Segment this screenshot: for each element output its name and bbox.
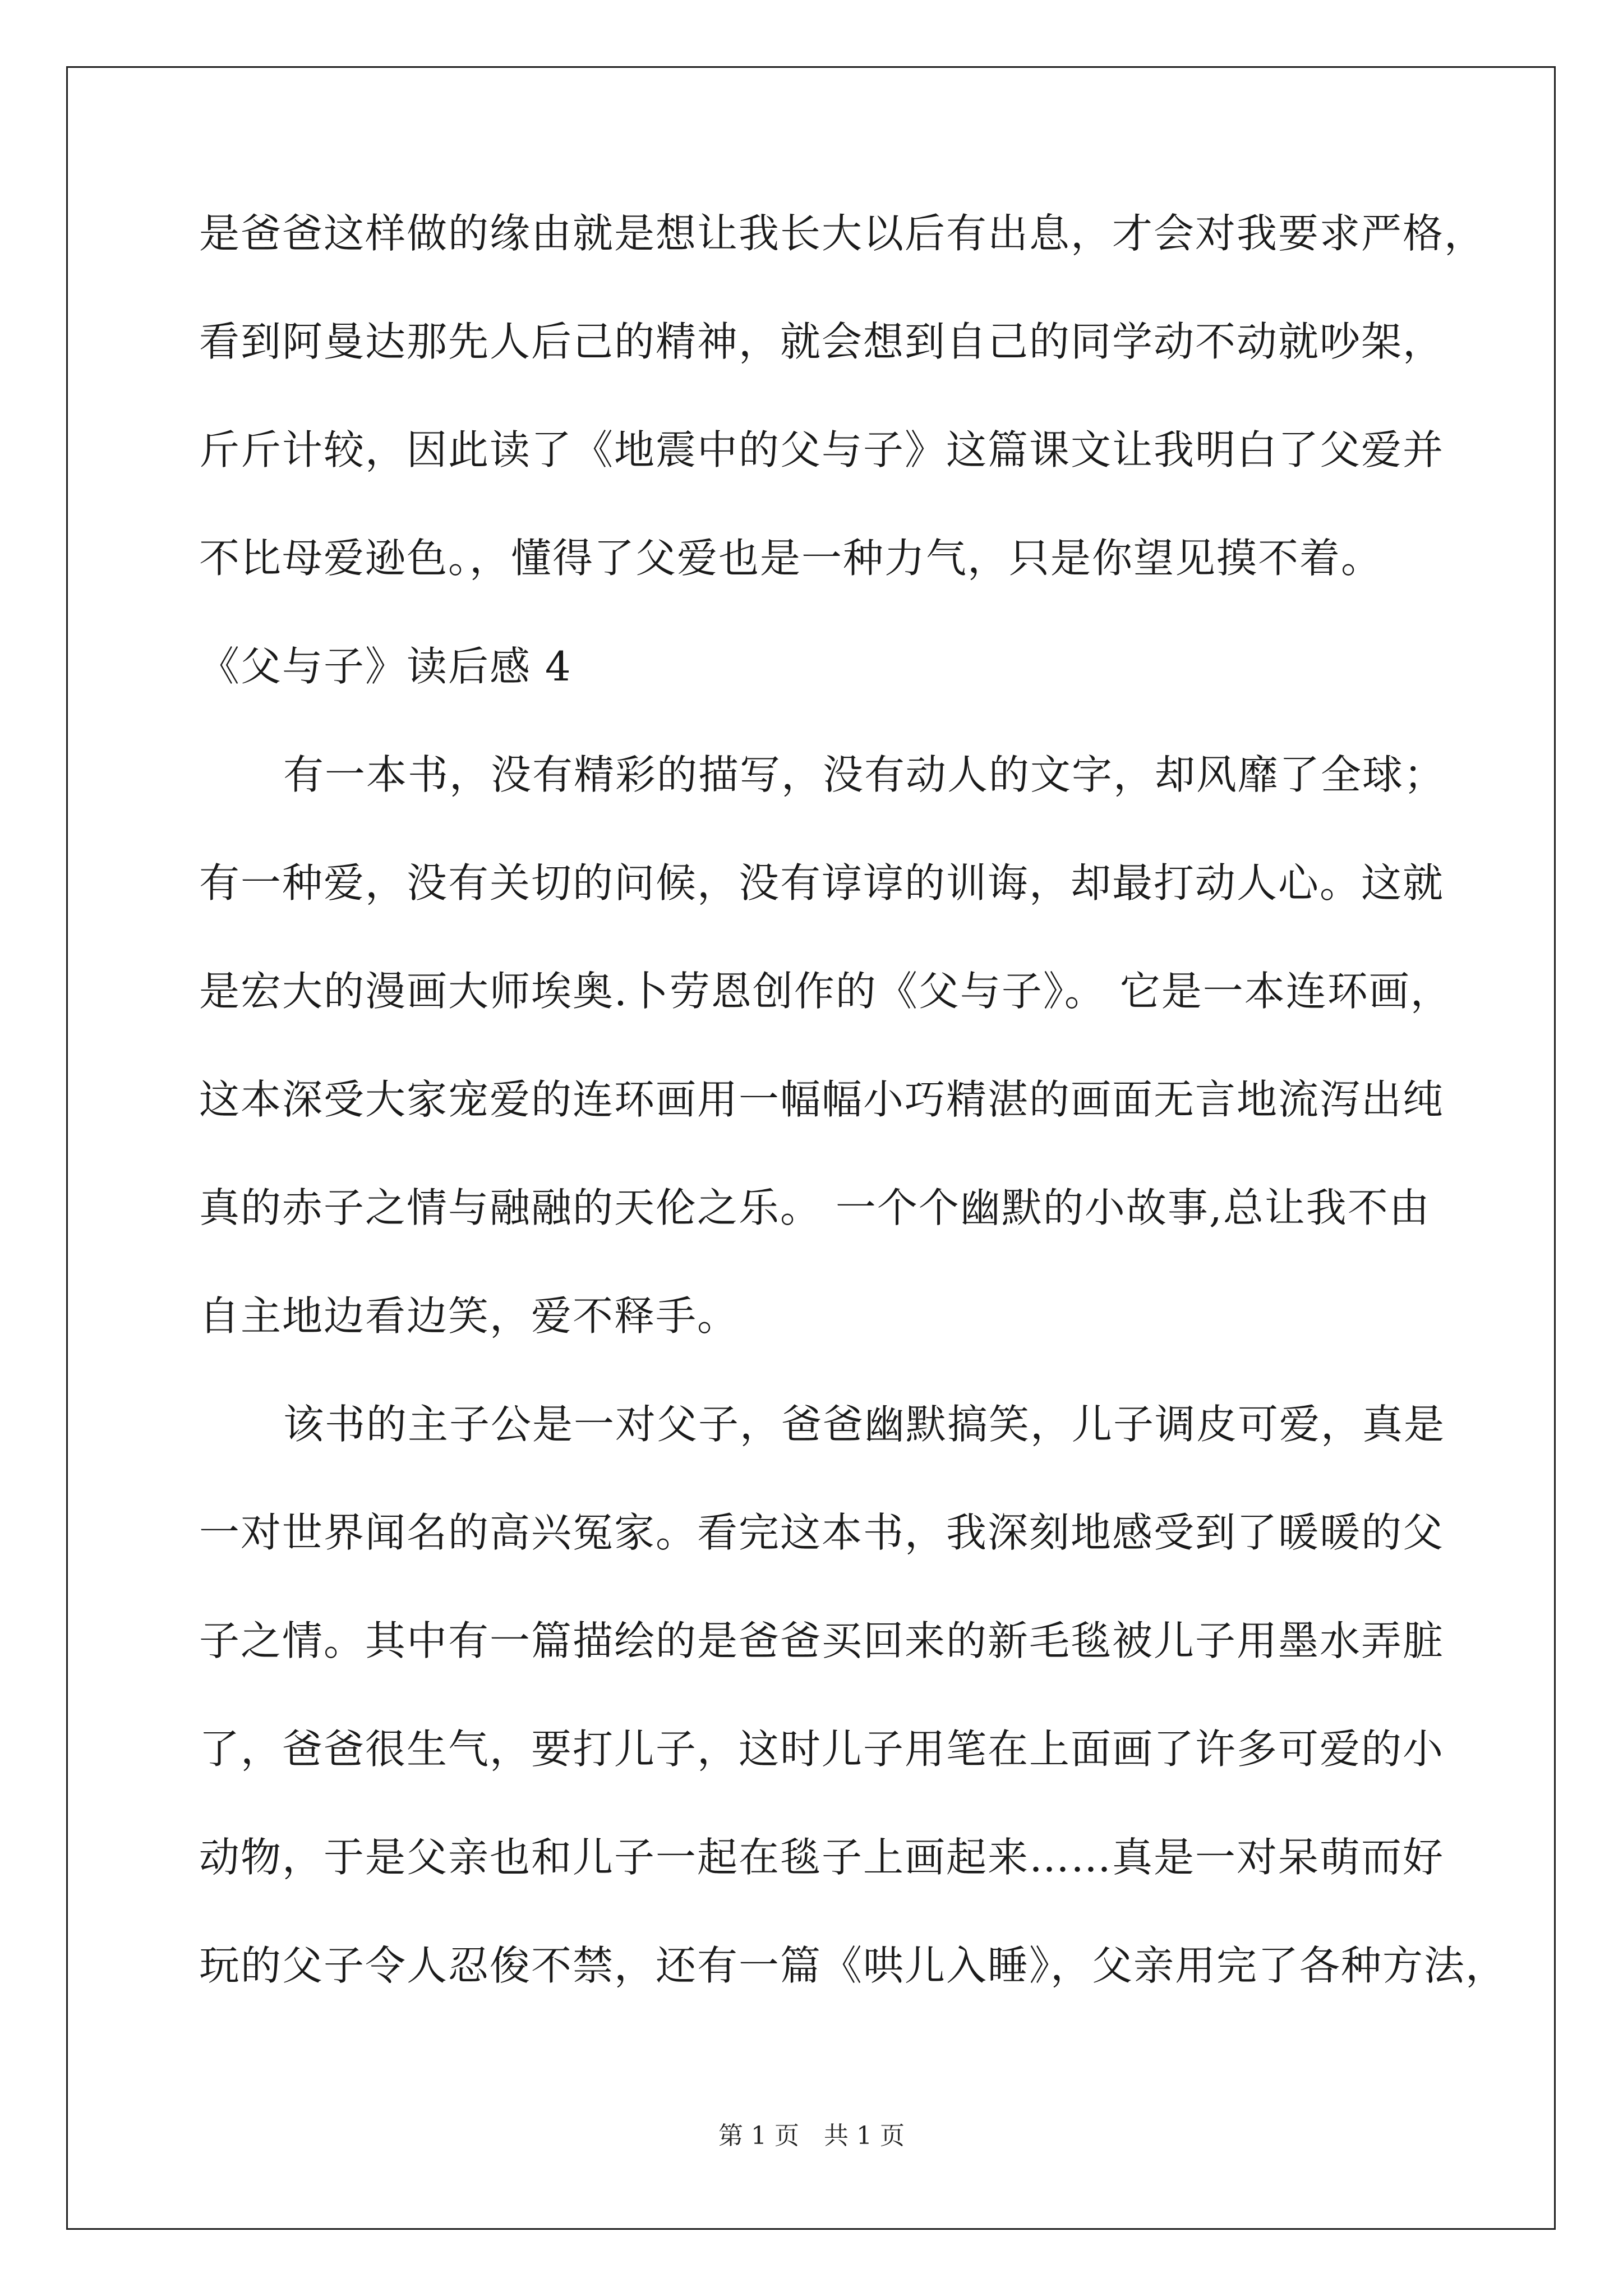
text-line: 这本深受大家宠爱的连环画用一幅幅小巧精湛的画面无言地流泻出纯	[199, 1076, 1445, 1123]
text-line: 该书的主子公是一对父子，爸爸幽默搞笑，儿子调皮可爱，真是	[283, 1401, 1446, 1448]
text-line: 有一种爱，没有关切的问候，没有谆谆的训诲，却最打动人心。这就	[199, 859, 1445, 907]
paragraph-continued	[199, 208, 1486, 585]
text-line: 了，爸爸很生气，要打儿子，这时儿子用笔在上面画了许多可爱的小	[199, 1726, 1445, 1773]
text-line: 一对世界闻名的高兴冤家。看完这本书，我深刻地感受到了暖暖的父	[199, 1509, 1445, 1556]
text-line: 玩的父子令人忍俊不禁，还有一篇《哄儿入睡》，父亲用完了各种方法，	[199, 1942, 1507, 1989]
text-line: 动物，于是父亲也和儿子一起在毯子上画起来……真是一对呆萌而好	[199, 1834, 1445, 1881]
section-heading: 《父与子》读后感 4	[199, 643, 572, 690]
paragraph-1	[199, 749, 1455, 1342]
document-body	[199, 208, 1507, 2048]
text-line: 真的赤子之情与融融的天伦之乐。 一个个幽默的小故事,总让我不由	[199, 1184, 1431, 1231]
page-footer: 第 1 页 共 1 页	[718, 2122, 905, 2150]
paragraph-2	[199, 1398, 1507, 1992]
text-line: 是爸爸这样做的缘由就是想让我长大以后有出息，才会对我要求严格，	[199, 210, 1486, 257]
text-line: 是宏大的漫画大师埃奥.卜劳恩创作的《父与子》。 它是一本连环画，	[199, 968, 1452, 1015]
text-line: 斤斤计较，因此读了《地震中的父与子》这篇课文让我明白了父爱并	[199, 426, 1445, 473]
text-line: 不比母爱逊色。，懂得了父爱也是一种力气，只是你望见摸不着。	[199, 535, 1383, 582]
text-line: 有一本书，没有精彩的描写，没有动人的文字，却风靡了全球；	[283, 751, 1446, 798]
text-line: 子之情。其中有一篇描绘的是爸爸买回来的新毛毯被儿子用墨水弄脏	[199, 1617, 1445, 1664]
text-line: 自主地边看边笑，爱不释手。	[199, 1292, 739, 1340]
text-line: 看到阿曼达那先人后己的精神，就会想到自己的同学动不动就吵架，	[199, 318, 1445, 365]
